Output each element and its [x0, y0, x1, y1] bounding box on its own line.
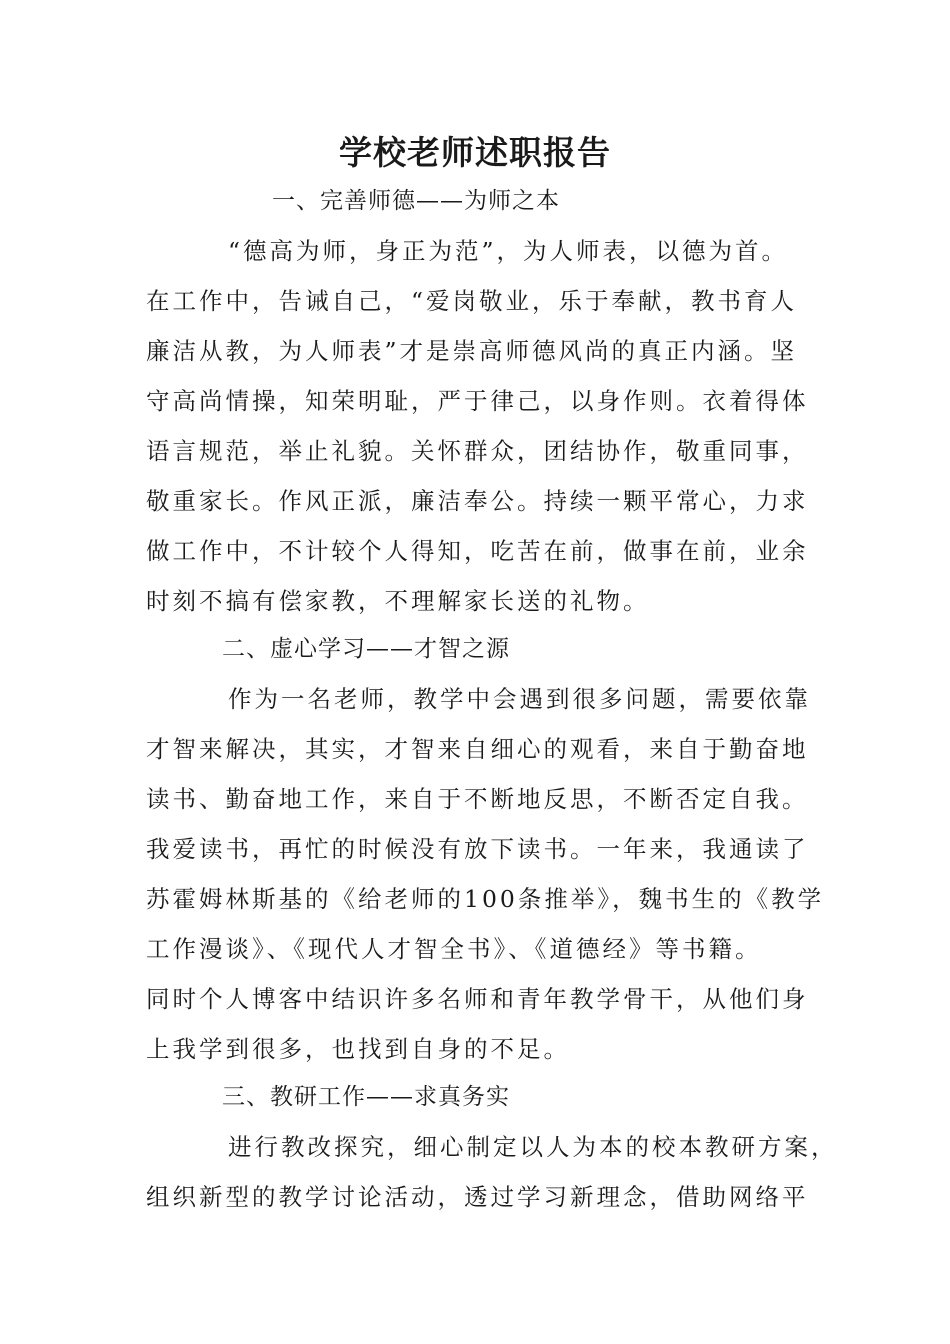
section-paragraph-2: [146, 674, 825, 1074]
paragraph-line: 做工作中，不计较个人得知，吃苦在前，做事在前，业余: [146, 537, 809, 565]
paragraph-line: 时刻不搞有偿家教，不理解家长送的礼物。: [146, 587, 650, 615]
paragraph-line: “德高为师，身正为范”，为人师表，以德为首。: [228, 237, 789, 265]
paragraph-line: 工作漫谈》、《现代人才智全书》、《道德经》等书籍。: [146, 935, 762, 963]
paragraph-line: 作为一名老师，教学中会遇到很多问题，需要依靠: [228, 685, 811, 713]
document-title: 学校老师述职报告: [339, 133, 611, 172]
paragraph-line: 敬重家长。作风正派，廉洁奉公。持续一颗平常心，力求: [146, 487, 809, 515]
paragraph-line: 组织新型的教学讨论活动，透过学习新理念，借助网络平: [146, 1183, 809, 1211]
section-paragraph-3: [146, 1122, 838, 1222]
paragraph-line: 廉洁从教，为人师表”才是崇高师德风尚的真正内涵。坚: [146, 337, 798, 365]
paragraph-line: 在工作中，告诫自己，“爱岗敬业，乐于奉献，教书育人: [146, 287, 798, 315]
paragraph-line: 进行教改探究，细心制定以人为本的校本教研方案，: [228, 1133, 838, 1161]
paragraph-line: 读书、勤奋地工作，来自于不断地反思，不断否定自我。: [146, 785, 809, 813]
section-heading-2: 二、虚心学习——才智之源: [222, 636, 510, 662]
paragraph-line: 才智来解决，其实，才智来自细心的观看，来自于勤奋地: [146, 735, 809, 763]
section-paragraph-1: [146, 226, 814, 626]
paragraph-line: 守高尚情操，知荣明耻，严于律己，以身作则。衣着得体: [146, 387, 809, 415]
paragraph-line: 苏霍姆林斯基的《给老师的100条推举》，魏书生的《教学: [146, 885, 825, 913]
paragraph-line: 同时个人博客中结识许多名师和青年教学骨干，从他们身: [146, 985, 809, 1013]
section-heading-3: 三、教研工作——求真务实: [222, 1084, 510, 1110]
paragraph-line: 语言规范，举止礼貌。关怀群众，团结协作，敬重同事，: [146, 437, 809, 465]
section-heading-1: 一、完善师德——为师之本: [272, 188, 560, 214]
paragraph-line: 上我学到很多，也找到自身的不足。: [146, 1035, 570, 1063]
paragraph-line: 我爱读书，再忙的时候没有放下读书。一年来，我通读了: [146, 835, 809, 863]
